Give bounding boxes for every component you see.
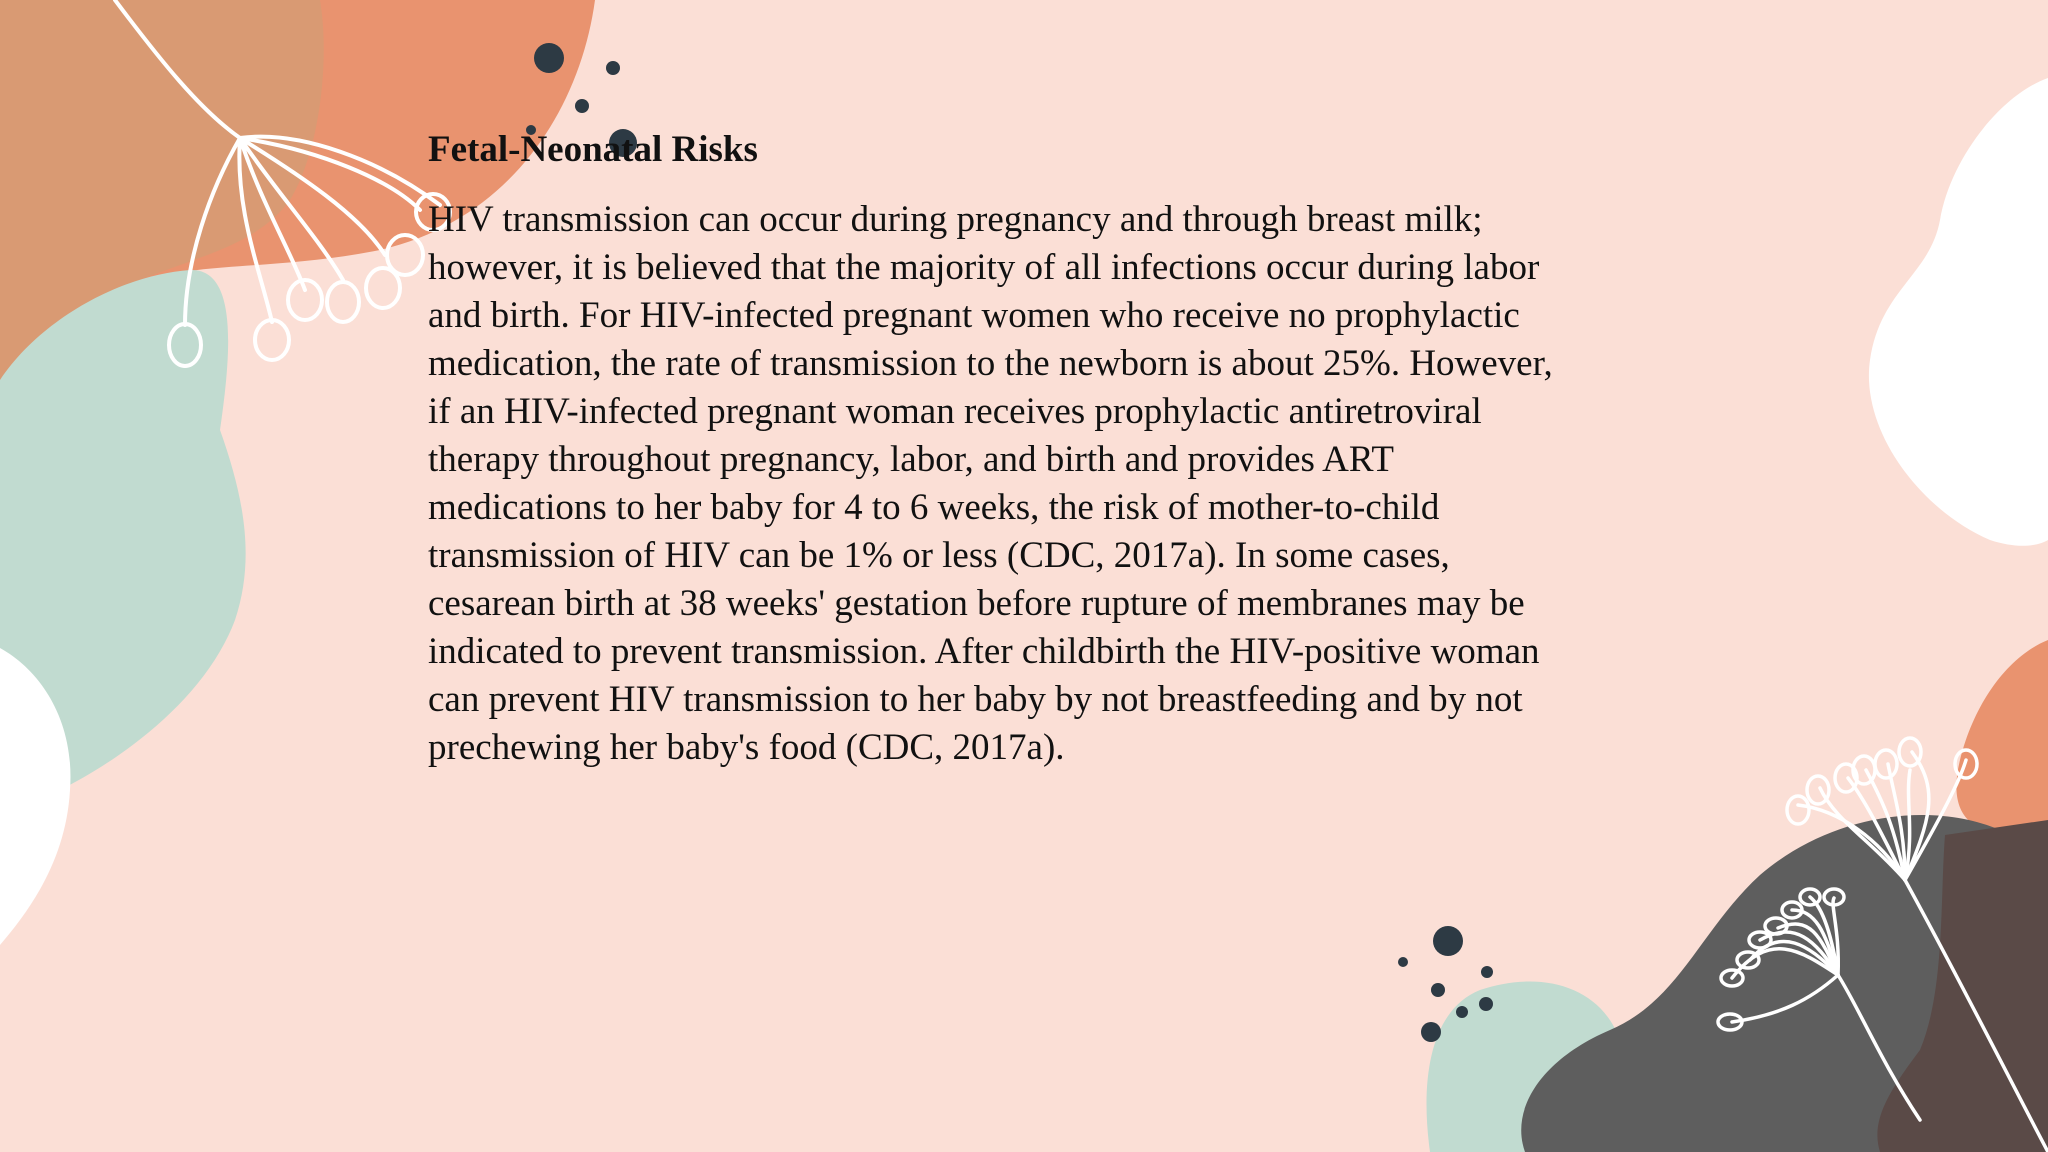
terracotta-blob-bottom-right <box>1956 640 2048 832</box>
slide-heading: Fetal-Neonatal Risks <box>428 129 758 170</box>
white-blob-right <box>1869 78 2048 546</box>
text-content <box>428 126 1578 772</box>
slide-body-paragraph: HIV transmission can occur during pregnancy and through breast milk; however, it is believed that the majority of all infections occur during labor and birth. For HIV-infected pregnant women who receive no prophylactic medication, the rate of transmission to the newborn is about 25%. However, if an HIV-infected pregnant woman receives prophylactic antiretroviral therapy throughout pregnancy, labor, and birth and provides ART medications to her baby for 4 to 6 weeks, the risk of mother-to-child transmission of HIV can be 1% or less (CDC, 2017a). In some cases, cesarean birth at 38 weeks' gestation before rupture of membranes may be indicated to prevent transmission. After childbirth the HIV-positive woman can prevent HIV transmission to her baby by not breastfeeding and by not prechewing her baby's food (CDC, 2017a). <box>428 199 1553 768</box>
